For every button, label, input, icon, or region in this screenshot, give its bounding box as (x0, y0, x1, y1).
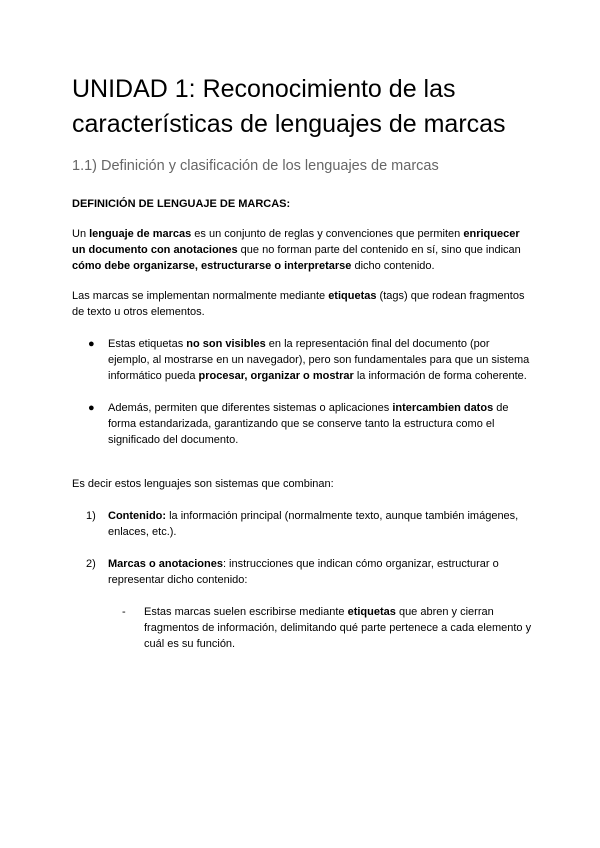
text-run: de forma estandarizada, garantizando que se conserve tanto la estructura como el significado del documento. (108, 402, 509, 446)
text-run: que no forman parte del contenido en sí, sino que indican (237, 244, 521, 256)
bold-run: etiquetas (328, 290, 377, 302)
dash-icon: - (122, 606, 126, 618)
text-run: Estas marcas suelen escribirse mediante (144, 606, 348, 618)
list-item (72, 508, 532, 540)
bold-run: lenguaje de marcas (89, 228, 192, 240)
page-title: UNIDAD 1: Reconocimiento de las características de lenguajes de marcas (72, 75, 506, 138)
bold-run: Contenido: (108, 510, 167, 522)
list-item (108, 604, 532, 652)
text-run: Estas etiquetas (108, 338, 187, 350)
bold-run: intercambien datos (392, 402, 494, 414)
bullet-icon: ● (88, 402, 95, 414)
text-run: en la representación final del documento (por ejemplo, al mostrarse en un navegador), pero son fundamentales para que un sistema informático pueda (108, 338, 530, 382)
text-run: Las marcas se implementan normalmente mediante (72, 290, 329, 302)
text-run: la información principal (normalmente texto, aunque también imágenes, enlaces, etc.). (108, 510, 519, 538)
bullet-list (72, 336, 532, 448)
text-run: la información de forma coherente. (353, 370, 527, 382)
bold-run: etiquetas (347, 606, 396, 618)
bold-run: enriquecer un documento con anotaciones (72, 228, 520, 256)
list-number: 2) (86, 558, 96, 570)
paragraph-combine: Es decir estos lenguajes son sistemas que combinan: (72, 478, 334, 490)
bold-run: procesar, organizar o mostrar (198, 370, 354, 382)
bold-run: no son visibles (186, 338, 266, 350)
numbered-list (72, 508, 532, 652)
bold-run: cómo debe organizarse, estructurarse o interpretarse (72, 260, 352, 272)
paragraph-tags (72, 288, 532, 320)
list-item (72, 336, 532, 384)
bold-run: Marcas o anotaciones (108, 558, 223, 570)
text-run: Un (72, 228, 90, 240)
text-run: que abren y cierran fragmentos de información, delimitando qué parte pertenece a cada elemento y cuál es su función. (144, 606, 532, 650)
text-run: : instrucciones que indican cómo organizar, estructurar o representar dicho contenido: (108, 558, 499, 586)
text-run: dicho contenido. (351, 260, 435, 272)
section-subtitle: 1.1) Definición y clasificación de los lenguajes de marcas (72, 158, 439, 174)
text-run: (tags) que rodean fragmentos de texto u otros elementos. (72, 290, 525, 318)
bullet-icon: ● (88, 338, 95, 350)
paragraph-definition (72, 226, 532, 274)
section-heading: DEFINICIÓN DE LENGUAJE DE MARCAS: (72, 198, 291, 210)
document-page (72, 72, 532, 652)
list-item (72, 400, 532, 448)
text-run: Además, permiten que diferentes sistemas o aplicaciones (108, 402, 393, 414)
list-item (72, 556, 532, 652)
text-run: es un conjunto de reglas y convenciones que permiten (191, 228, 464, 240)
sub-list (108, 604, 532, 652)
list-number: 1) (86, 510, 96, 522)
